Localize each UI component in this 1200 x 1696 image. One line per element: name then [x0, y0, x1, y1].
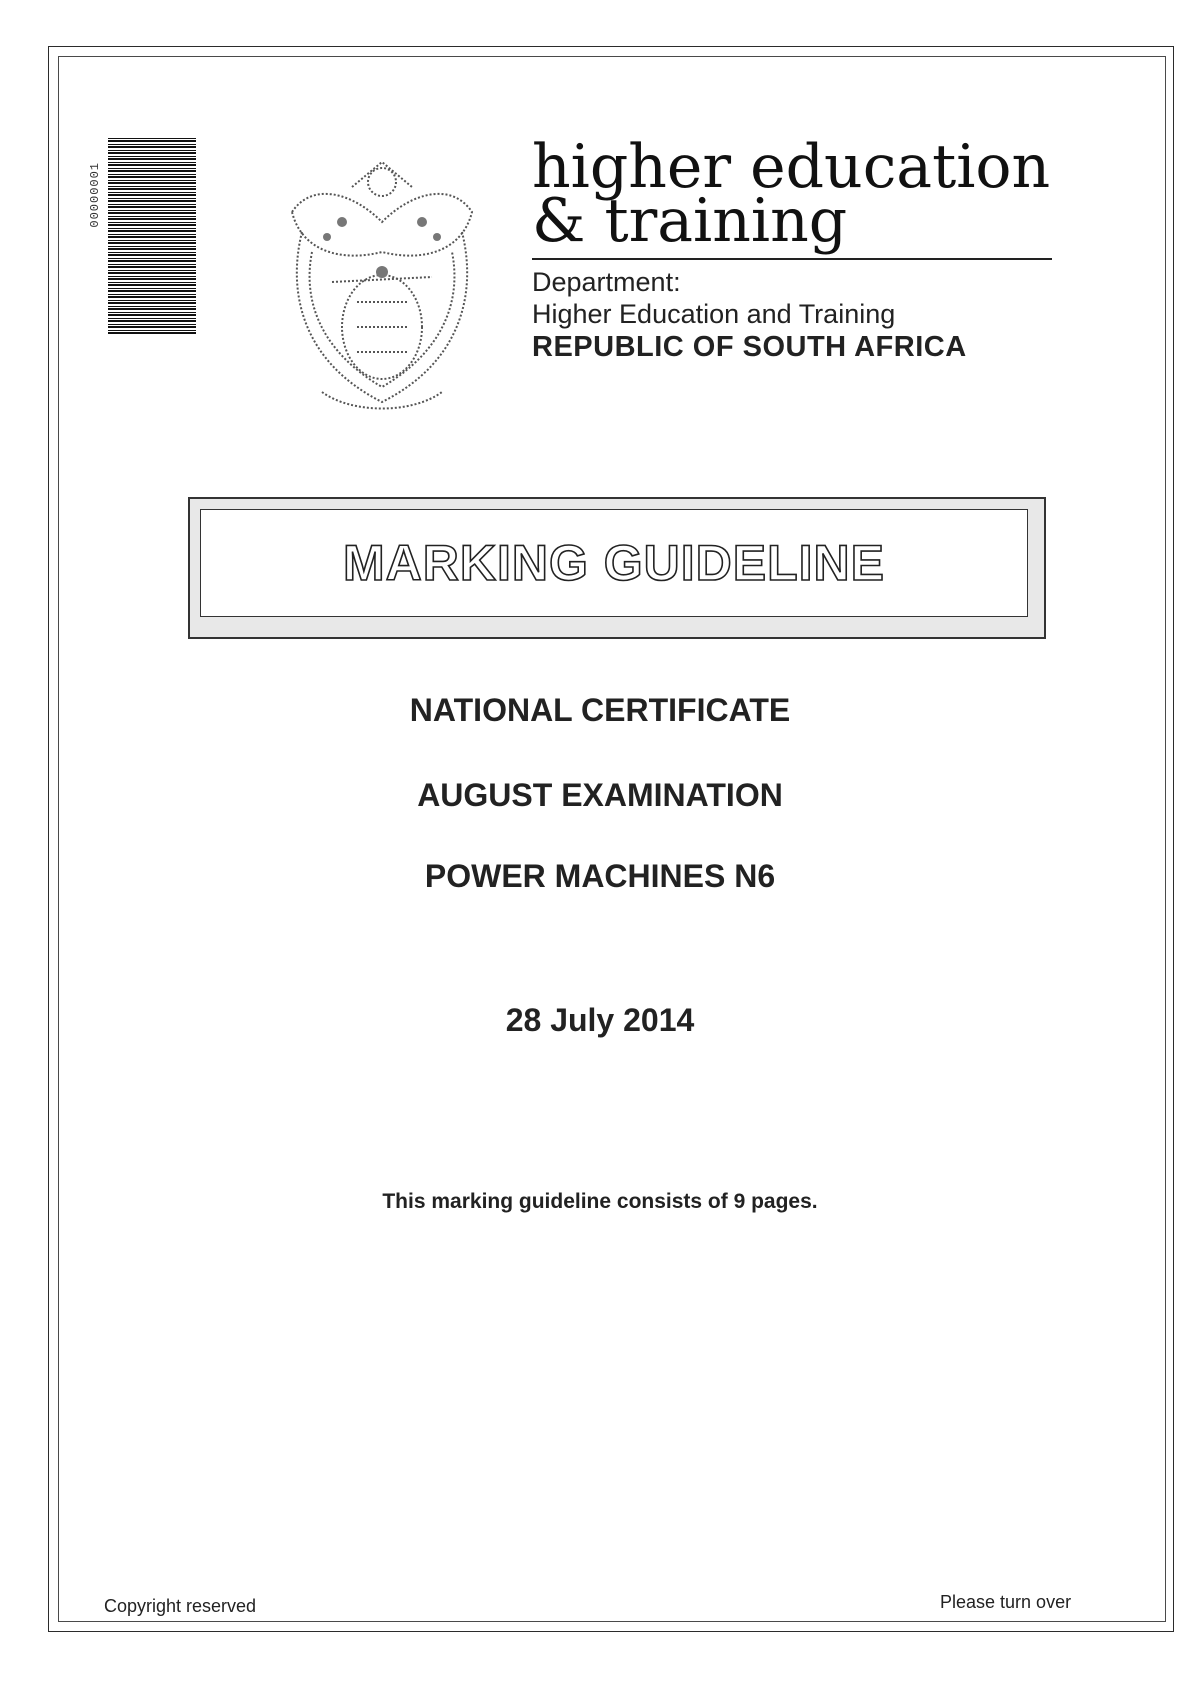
- department-header: [532, 132, 1052, 364]
- document-title: MARKING GUIDELINE: [343, 535, 885, 591]
- title-box: [188, 497, 1046, 639]
- exam-date: 28 July 2014: [505, 1002, 695, 1038]
- department-name: Higher Education and Training: [532, 299, 896, 329]
- certificate-line: NATIONAL CERTIFICATE: [409, 692, 791, 728]
- coat-of-arms-icon: [272, 152, 492, 422]
- barcode-number: 00000001: [88, 162, 102, 228]
- country-name: REPUBLIC OF SOUTH AFRICA: [532, 331, 967, 363]
- subject-line: POWER MACHINES N6: [424, 858, 776, 894]
- brand-divider: [532, 258, 1052, 260]
- copyright-notice: Copyright reserved: [104, 1596, 257, 1616]
- department-label: Department:: [532, 267, 681, 297]
- barcode-icon: [108, 138, 196, 334]
- brand-line-2: & training: [532, 186, 848, 256]
- page-count-note: This marking guideline consists of 9 pages.: [382, 1190, 818, 1213]
- examination-line: AUGUST EXAMINATION: [417, 777, 783, 813]
- title-box-inner: [200, 509, 1028, 617]
- turn-over-notice: Please turn over: [940, 1592, 1072, 1612]
- barcode: [88, 138, 196, 334]
- brand-line-1: higher education: [532, 132, 1051, 202]
